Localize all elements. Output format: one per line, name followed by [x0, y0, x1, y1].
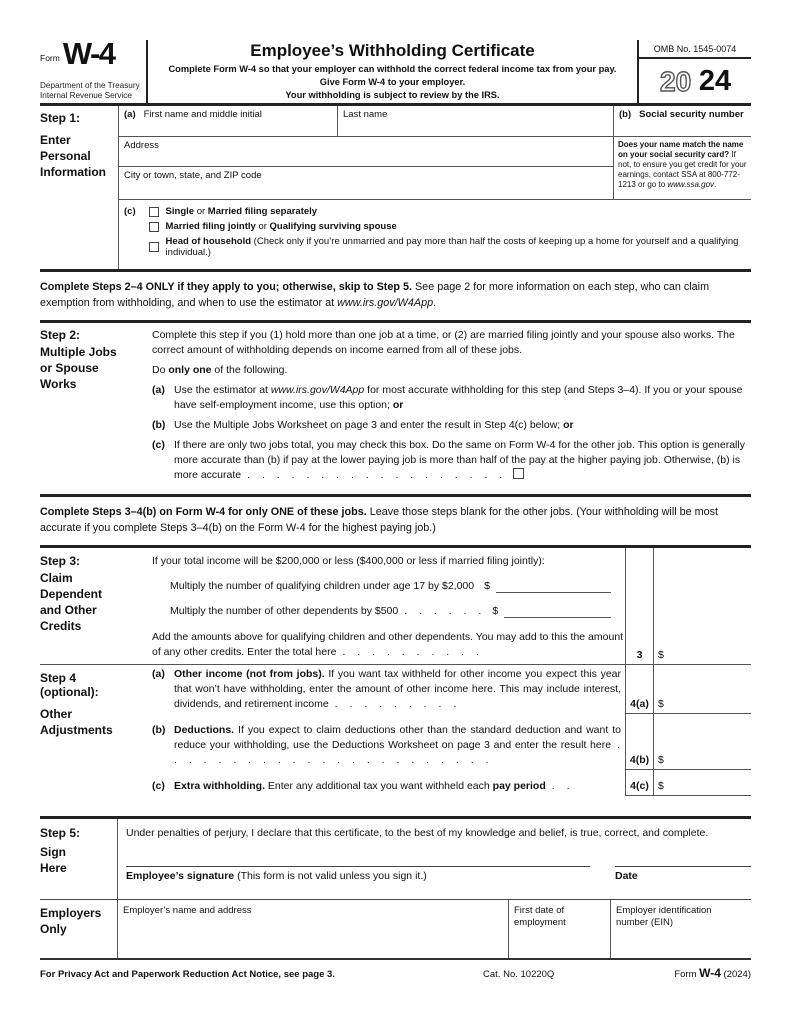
last-name-label: Last name — [343, 109, 388, 120]
filing-option-single — [149, 206, 751, 217]
step3-content — [152, 548, 625, 664]
step5-title: Step 5: — [40, 826, 81, 840]
children-credit-line: Multiply the number of qualifying children under age 17 by $2,000 $ — [152, 579, 625, 594]
footer-form-id: Form W-4 (2024) — [674, 966, 751, 980]
svg-text:20: 20 — [659, 66, 692, 97]
step5-subtitle: Sign Here — [40, 845, 67, 875]
subtitle-1: Complete Form W-4 so that your employer can withhold the correct federal income tax from your pay. — [168, 64, 617, 74]
step2-do-only: Do only one of the following. — [152, 364, 288, 376]
row-3-number: 3 — [625, 548, 653, 664]
employer-name-label: Employer’s name and address — [123, 905, 252, 916]
agency-line-1: Department of the Treasury — [40, 81, 140, 90]
steps-2-4-notice: Complete Steps 2–4 ONLY if they apply to you; otherwise, skip to Step 5. See page 2 for more information on each step, who can claim exemption from withholding, and when to use the estimator at www.irs.gov/W4App. — [40, 272, 751, 323]
step4-rows — [152, 665, 751, 796]
step2-item-b: (b) Use the Multiple Jobs Worksheet on page 3 and enter the result in Step 4(c) below; or — [152, 419, 574, 431]
date-label: Date — [615, 870, 638, 882]
field-b-tag: (b) — [619, 109, 632, 120]
subtitle-3: Your withholding is subject to review by the IRS. — [285, 90, 500, 100]
step2-item-c-body: If there are only two jobs total, you may check this box. Do the same on Form W-4 for the other job. This option is generally more accurate than (b) if pay at the lower paying job is more than half of the pay at the higher paying job. Otherwise, (b) is more accurate . . . . . . . . . . . . . . . . . . — [174, 439, 745, 481]
dot-leader: . . . . . . . . . . — [342, 646, 480, 658]
field-a-tag: (a) — [124, 109, 136, 120]
ein-label: Employer identification number (EIN) — [616, 905, 712, 928]
year-outline-digits — [659, 65, 699, 97]
form-number: W-4 — [62, 36, 115, 71]
address-input[interactable] — [119, 137, 613, 167]
last-name-input[interactable] — [338, 106, 613, 136]
step3-label — [40, 548, 152, 664]
form-year — [639, 59, 751, 103]
step3-section — [40, 548, 751, 665]
employers-only-section — [40, 900, 751, 960]
city-label: City or town, state, and ZIP code — [124, 170, 262, 181]
total-credits-line: Add the amounts above for qualifying children and other dependents. You may add to this the amount of any other credits. Enter the total here . . . . . . . . . . — [152, 631, 624, 658]
dot-leader: . . . . . . — [404, 605, 483, 617]
filing-option-married-jointly — [149, 221, 751, 232]
step4-label — [40, 665, 152, 796]
step2-content — [152, 328, 751, 483]
signature-row — [126, 866, 751, 882]
other-dependents-line: Multiply the number of other dependents by $500 . . . . . . $ — [152, 604, 625, 619]
form-title-block — [148, 40, 639, 103]
catalog-number: Cat. No. 10220Q — [483, 969, 555, 980]
step2-subtitle: Multiple Jobs or Spouse Works — [40, 345, 117, 391]
step1-label — [40, 106, 118, 269]
step5-content — [118, 819, 751, 899]
ssa-match-note: Does your name match the name on your social security card? If not, to ensure you get credit for your earnings, contact SSA at 800-772-1213 or go to www.ssa.gov. — [613, 137, 751, 199]
perjury-declaration: Under penalties of perjury, I declare that this certificate, to the best of my knowledge and belief, is true, correct, and complete. — [126, 827, 709, 839]
employers-only-label: Employers Only — [40, 900, 118, 958]
first-name-input[interactable] — [119, 106, 338, 136]
address-label: Address — [124, 140, 159, 151]
form-id-block — [40, 36, 148, 103]
agency-block — [40, 81, 142, 100]
address-column — [119, 137, 613, 199]
step1-title: Step 1: — [40, 111, 81, 125]
signature-line[interactable] — [126, 866, 590, 882]
row-4a-number: 4(a) — [625, 665, 653, 714]
first-date-label: First date of employment — [514, 905, 566, 928]
step1-name-row — [119, 106, 751, 137]
form-number-block — [40, 36, 142, 71]
dot-leader: . . . . . . . . . . . . . . . . . . — [247, 469, 504, 481]
filing-status-row — [119, 199, 751, 269]
step1-fields-table — [118, 106, 751, 269]
steps-3-4b-notice: Complete Steps 3–4(b) on Form W-4 for only ONE of these jobs. Leave those steps blank for the other jobs. (Your withholding will be most accurate if you complete Steps 3–4(b) on the Form W-4 for the highest paying job.) — [40, 497, 751, 548]
form-header — [40, 36, 751, 106]
deductions-amount-input[interactable]: $ — [653, 714, 751, 770]
other-income-amount-input[interactable]: $ — [653, 665, 751, 714]
dot-leader: . . — [551, 780, 571, 792]
married-jointly-label: Married filing jointly or Qualifying surviving spouse — [165, 221, 397, 232]
other-dependents-amount-input[interactable] — [504, 607, 611, 618]
dot-leader: . . . . . . . . . . . . . . . . . . . . . . . — [174, 739, 621, 766]
step1-section — [40, 106, 751, 272]
step5-label — [40, 819, 118, 899]
head-of-household-checkbox[interactable] — [149, 242, 159, 252]
children-credit-amount-input[interactable] — [496, 582, 611, 593]
single-label: Single or Married filing separately — [165, 206, 318, 217]
step1-subtitle: Enter Personal Information — [40, 133, 106, 179]
step5-section — [40, 816, 751, 900]
step4-row-b: (b) Deductions. If you expect to claim deductions other than the standard deduction and want to reduce your withholding, use the Deductions Worksheet on page 3 and enter the result here . . . . . . . . . . . . . . . . . . . . . . . 4(b) $ — [152, 714, 751, 770]
two-jobs-checkbox[interactable] — [513, 468, 524, 479]
step2-section — [40, 323, 751, 497]
first-name-label: First name and middle initial — [143, 109, 262, 120]
employer-name-address-input[interactable] — [118, 900, 509, 958]
omb-year-block — [639, 40, 751, 103]
step2-intro: Complete this step if you (1) hold more than one job at a time, or (2) are married filing jointly and your spouse also works. The correct amount of withholding depends on income earned from all of these jobs. — [152, 329, 735, 356]
form-word: Form — [40, 52, 60, 63]
page-title: Employee’s Withholding Certificate — [250, 41, 535, 60]
omb-number: OMB No. 1545-0074 — [639, 40, 751, 59]
subtitle-2: Give Form W-4 to your employer. — [319, 77, 466, 87]
step4-row-c: (c) Extra withholding. Enter any additional tax you want withheld each pay period . . 4(c) $ — [152, 770, 751, 796]
step3-intro: If your total income will be $200,000 or less ($400,000 or less if married filing jointly): — [152, 555, 545, 567]
year-solid-digits: 24 — [698, 64, 732, 97]
agency-line-2: Internal Revenue Service — [40, 90, 132, 100]
extra-withholding-amount-input[interactable]: $ — [653, 770, 751, 796]
ssn-input[interactable] — [613, 106, 751, 136]
step2-label — [40, 328, 152, 483]
ssn-label: Social security number — [639, 109, 744, 120]
step4-title: Step 4 (optional): — [40, 671, 99, 699]
signature-label: Employee’s signature (This form is not valid unless you sign it.) — [126, 870, 427, 882]
filing-status-options — [149, 206, 751, 262]
row-4c-number: 4(c) — [625, 770, 653, 796]
step1-address-rows — [119, 137, 751, 199]
city-state-zip-input[interactable] — [119, 167, 613, 199]
step3-subtitle: Claim Dependent and Other Credits — [40, 571, 103, 633]
step2-title: Step 2: — [40, 328, 81, 342]
dot-leader: . . . . . . . . . — [334, 698, 458, 710]
step4-section — [40, 665, 751, 796]
step3-title: Step 3: — [40, 554, 81, 568]
total-credits-amount-input[interactable]: $ — [653, 548, 751, 664]
step2-item-a: (a) Use the estimator at www.irs.gov/W4App for most accurate withholding for this step (and Steps 3–4). If you or your spouse have self-employment income, use this option; or — [152, 384, 743, 411]
step4-row-a: (a) Other income (not from jobs). If you want tax withheld for other income you expect this year that won’t have withholding, enter the amount of other income here. This may include interest, dividends, and retirement income . . . . . . . . . 4(a) $ — [152, 665, 751, 714]
privacy-notice: For Privacy Act and Paperwork Reduction Act Notice, see page 3. — [40, 969, 335, 980]
step4-subtitle: Other Adjustments — [40, 707, 113, 737]
first-date-employment-input[interactable] — [509, 900, 611, 958]
date-line[interactable] — [615, 866, 751, 882]
single-checkbox[interactable] — [149, 207, 159, 217]
filing-option-head-of-household — [149, 236, 751, 258]
head-of-household-label: Head of household (Check only if you’re unmarried and pay more than half the costs of keeping up a home for yourself and a qualifying individual.) — [165, 236, 739, 258]
field-c-tag: (c) — [124, 206, 136, 217]
married-jointly-checkbox[interactable] — [149, 222, 159, 232]
step2-item-c: (c) If there are only two jobs total, you may check this box. Do the same on Form W-4 for the other job. This option is generally more accurate than (b) if pay at the lower paying job is more than half of the pay at the higher paying job. Otherwise, (b) is more accurate . . . . . . . . . . . . . . . . . . — [152, 438, 751, 483]
page-footer — [40, 960, 751, 980]
ein-input[interactable] — [611, 900, 751, 958]
row-4b-number: 4(b) — [625, 714, 653, 770]
